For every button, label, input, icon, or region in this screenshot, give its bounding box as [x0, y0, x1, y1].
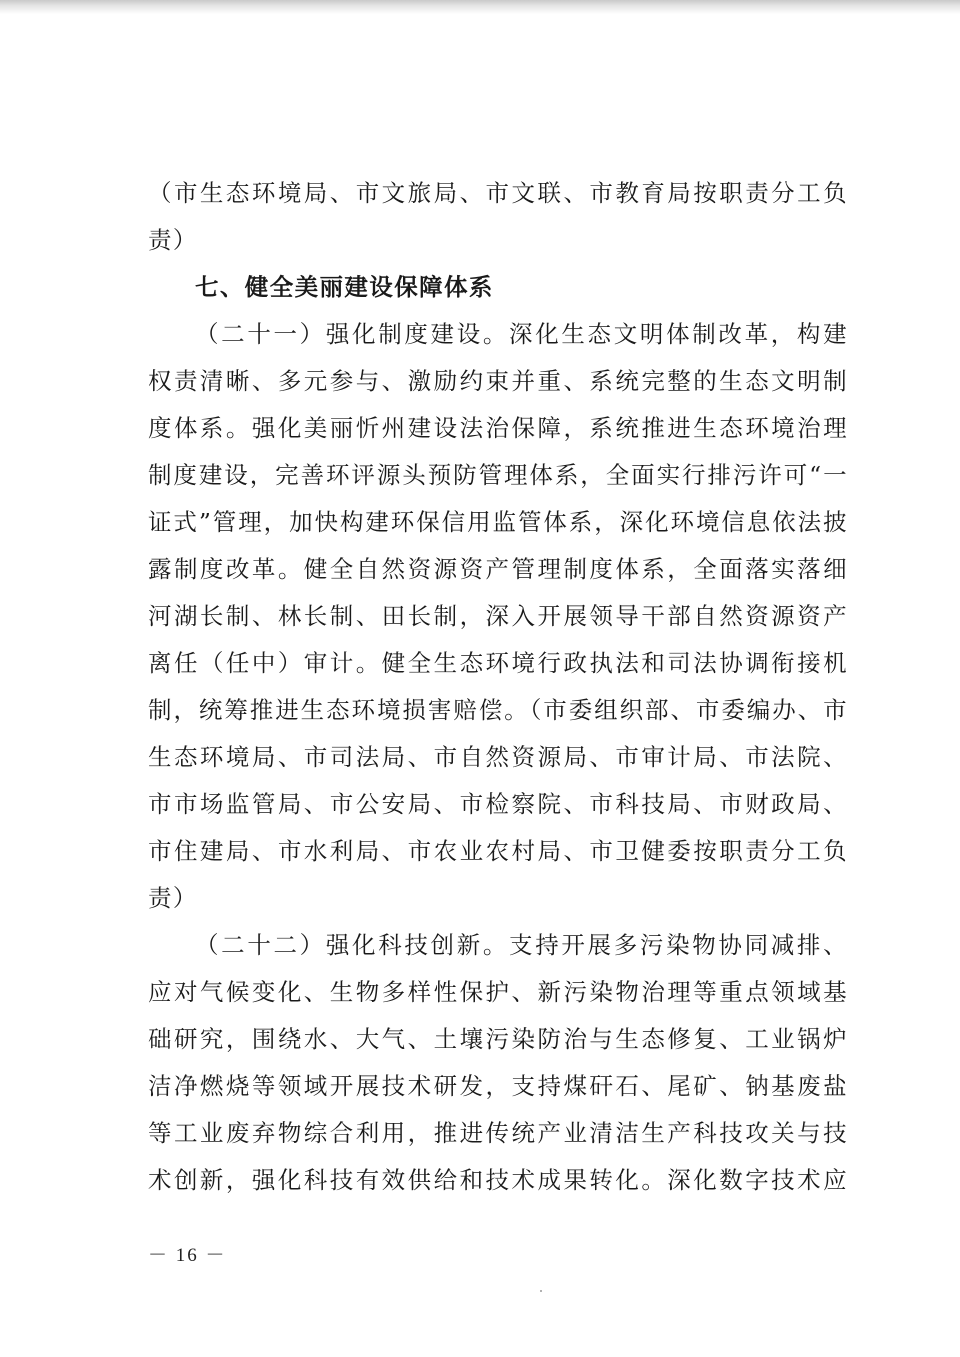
text-line: 度体系。强化美丽忻州建设法治保障，系统推进生态环境治理: [148, 414, 848, 442]
paragraph-first-line: （二十二）强化科技创新。支持开展多污染物协同减排、: [195, 931, 848, 959]
text-line: 础研究，围绕水、大气、土壤污染防治与生态修复、工业锅炉: [148, 1025, 848, 1053]
scan-speck: [540, 1290, 542, 1292]
scan-shadow-edge: [0, 0, 960, 14]
text-line: 术创新，强化科技有效供给和技术成果转化。深化数字技术应: [148, 1166, 848, 1194]
text-line: 证式”管理，加快构建环保信用监管体系，深化环境信息依法披: [148, 508, 848, 536]
paragraph-first-line: （二十一）强化制度建设。深化生态文明体制改革，构建: [195, 320, 848, 348]
text-line: 生态环境局、市司法局、市自然资源局、市审计局、市法院、: [148, 743, 848, 771]
text-line: 权责清晰、多元参与、激励约束并重、系统完整的生态文明制: [148, 367, 848, 395]
text-line: 离任（任中）审计。健全生态环境行政执法和司法协调衔接机: [148, 649, 848, 677]
text-line: （市生态环境局、市文旅局、市文联、市教育局按职责分工负: [148, 179, 848, 207]
text-line: 制度建设，完善环评源头预防管理体系，全面实行排污许可“一: [148, 461, 848, 489]
document-body: [148, 170, 848, 1204]
text-line: 责）: [148, 226, 198, 254]
text-line: 露制度改革。健全自然资源资产管理制度体系，全面落实落细: [148, 555, 848, 583]
text-line: 制，统筹推进生态环境损害赔偿。（市委组织部、市委编办、市: [148, 696, 848, 724]
text-line: 等工业废弃物综合利用，推进传统产业清洁生产科技攻关与技: [148, 1119, 848, 1147]
section-heading: 七、健全美丽建设保障体系: [195, 273, 494, 301]
text-line: 河湖长制、林长制、田长制，深入开展领导干部自然资源资产: [148, 602, 848, 630]
text-line: 市市场监管局、市公安局、市检察院、市科技局、市财政局、: [148, 790, 848, 818]
text-line: 洁净燃烧等领域开展技术研发，支持煤矸石、尾矿、钠基废盐: [148, 1072, 848, 1100]
text-line: 责）: [148, 884, 198, 912]
text-line: 应对气候变化、生物多样性保护、新污染物治理等重点领域基: [148, 978, 848, 1006]
page-number: － 16 －: [148, 1245, 227, 1266]
text-line: 市住建局、市水利局、市农业农村局、市卫健委按职责分工负: [148, 837, 848, 865]
